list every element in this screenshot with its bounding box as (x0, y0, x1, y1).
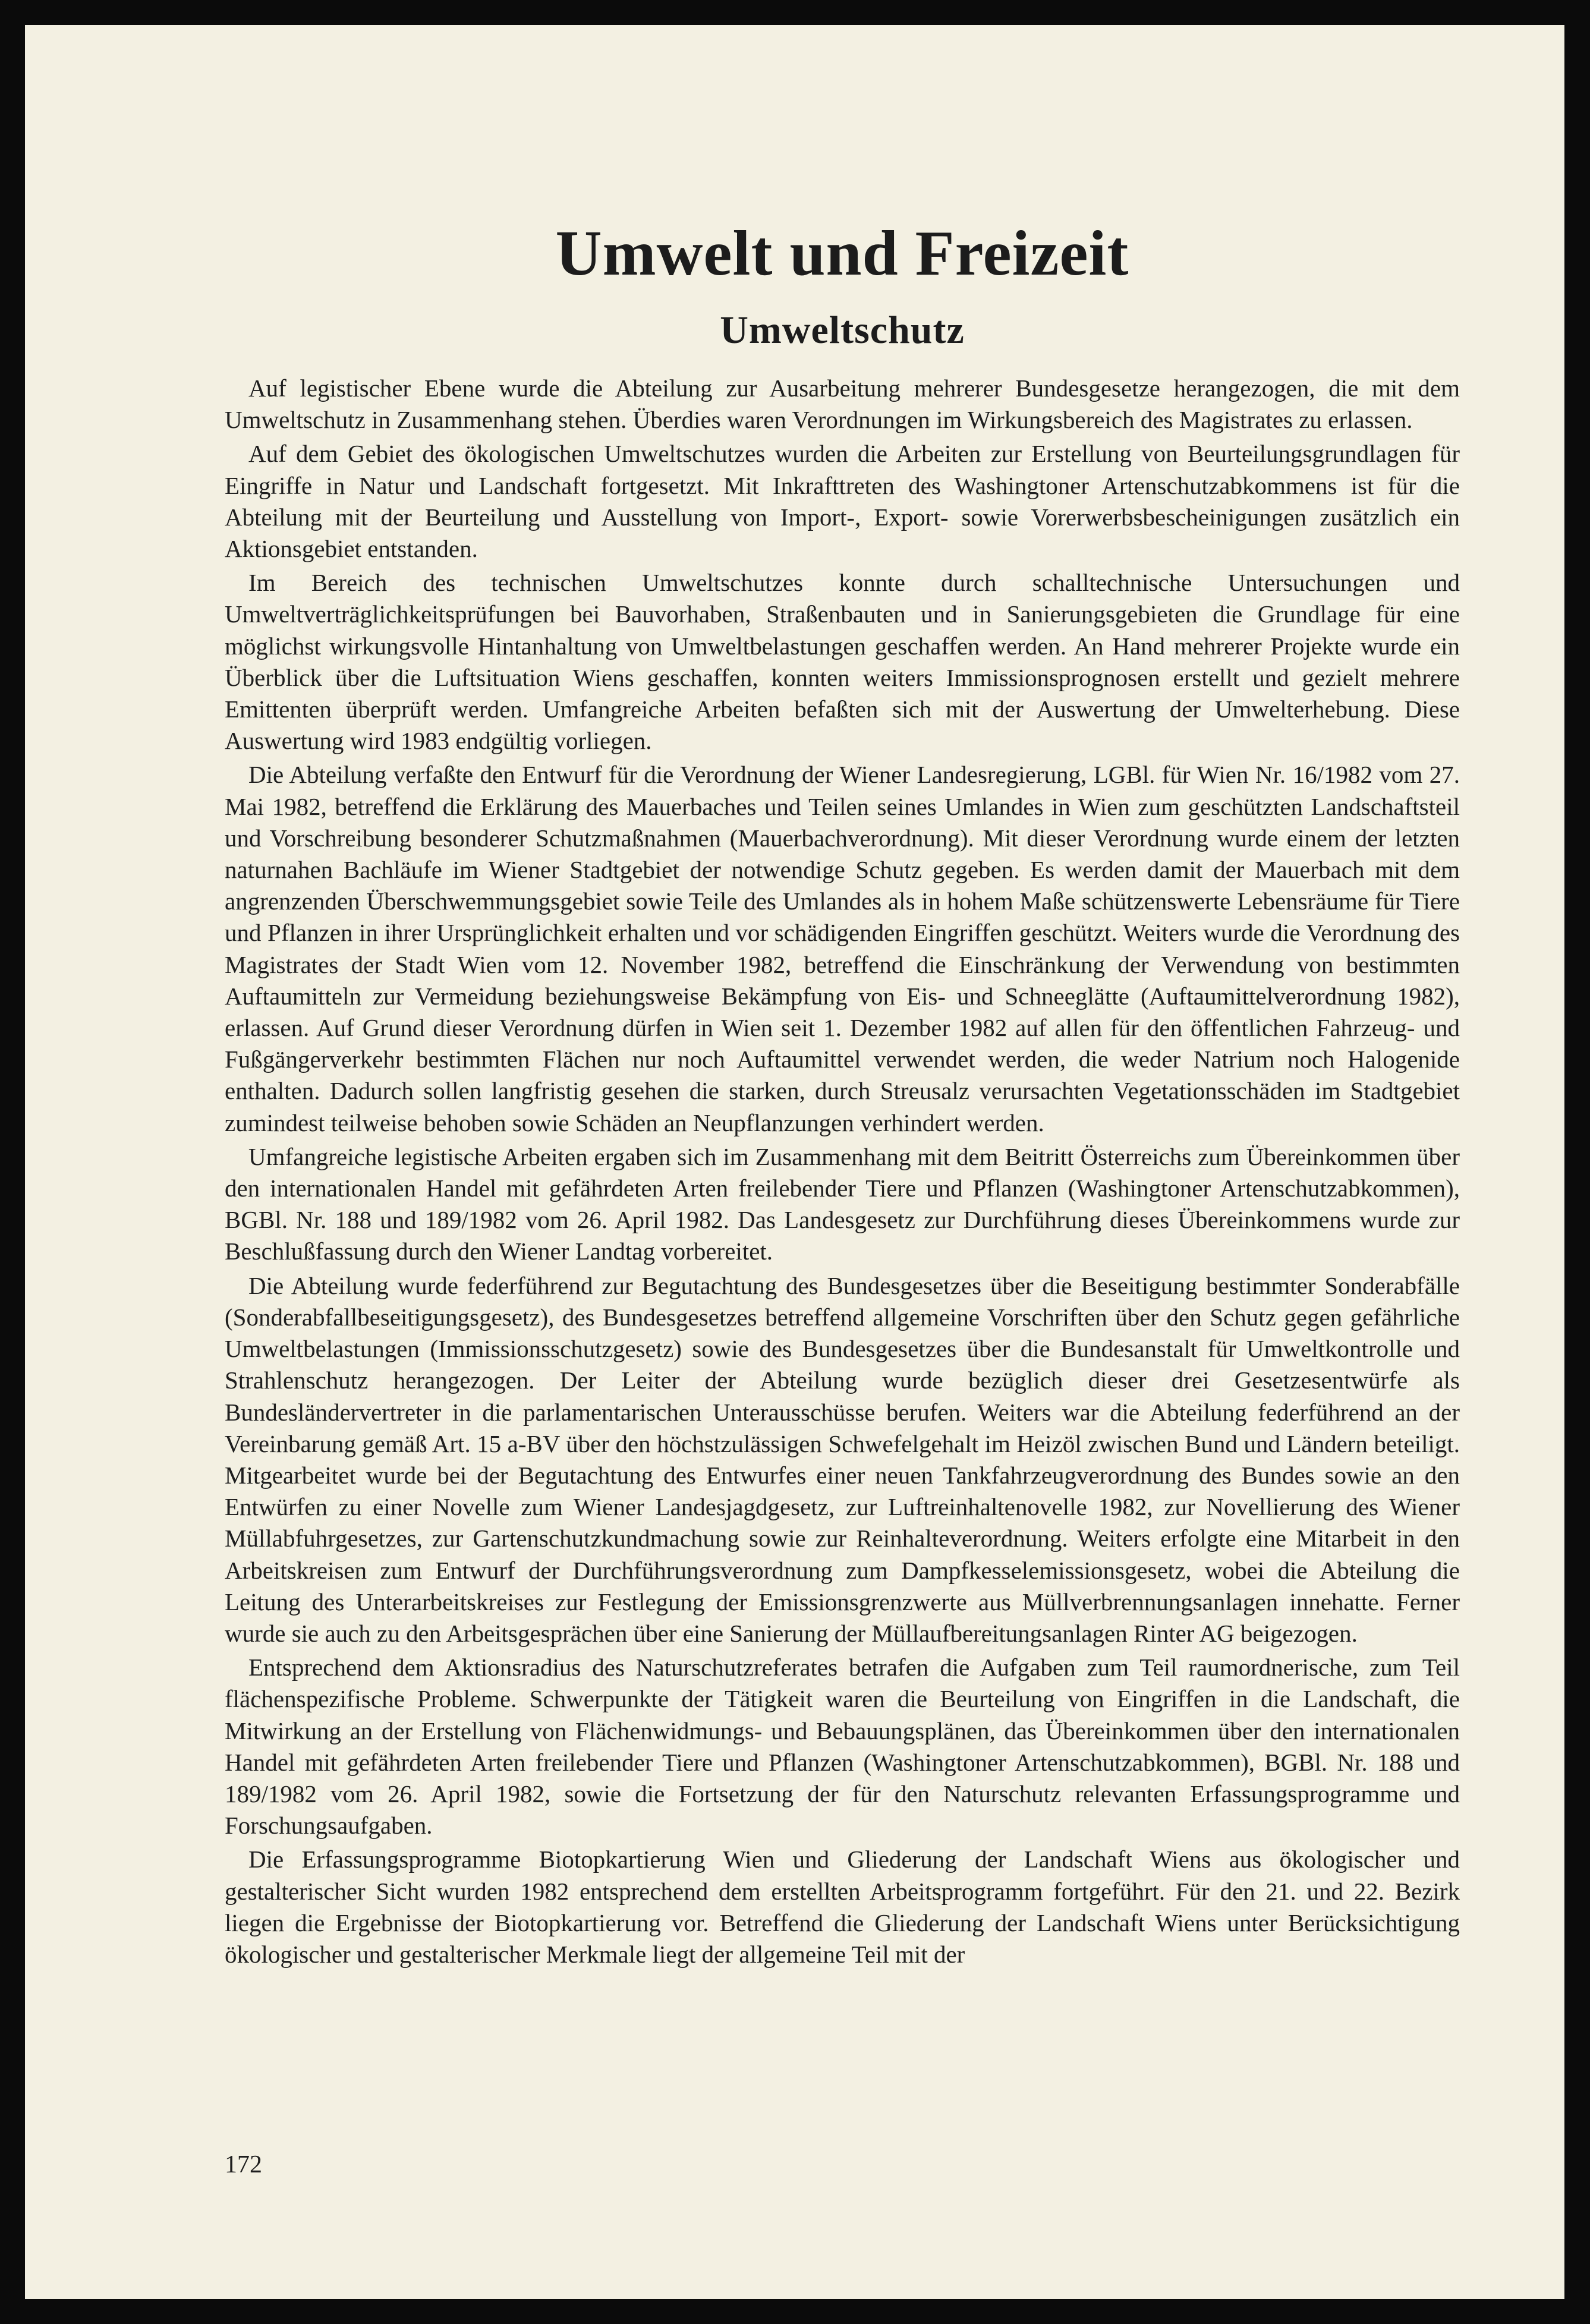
paragraph: Auf legistischer Ebene wurde die Abteilung zur Ausarbeitung mehrerer Bundesgesetze herangezogen, die mit dem Umweltschutz in Zusammenhang stehen. Überdies waren Verordnungen im Wirkungsbereich des Magistrates zu erlassen. (225, 374, 1460, 434)
paragraph: Im Bereich des technischen Umweltschutzes konnte durch schalltechnische Untersuchungen und Umweltverträglichkeitsprüfungen bei Bauvorhaben, Straßenbauten und in Sanierungsgebieten die Grundlage für eine möglichst wirkungsvolle Hintanhaltung von Umweltbelastungen geschaffen werden. An Hand mehrerer Projekte wurde ein Überblick über die Luftsituation Wiens geschaffen, konnten weiters Immissionsprognosen erstellt und gezielt mehrere Emittenten überprüft werden. Umfangreiche Arbeiten befaßten sich mit der Auswertung der Umwelterhebung. Diese Auswertung wird 1983 endgültig vorliegen. (225, 569, 1460, 755)
paragraph: Umfangreiche legistische Arbeiten ergaben sich im Zusammenhang mit dem Beitritt Österreichs zum Übereinkommen über den internationalen Handel mit gefährdeten Arten freilebender Tiere und Pflanzen (Washingtoner Artenschutzabkommen), BGBl. Nr. 188 und 189/1982 vom 26. April 1982. Das Landesgesetz zur Durchführung dieses Übereinkommens wurde zur Beschlußfassung durch den Wiener Landtag vorbereitet. (225, 1142, 1460, 1265)
paragraph: Die Erfassungsprogramme Biotopkartierung Wien und Gliederung der Landschaft Wiens aus ökologischer und gestalterischer Sicht wurden 1982 entsprechend dem erstellten Arbeitsprogramm fortgeführt. Für den 21. und 22. Bezirk liegen die Ergebnisse der Biotopkartierung vor. Betreffend die Gliederung der Landschaft Wiens unter Berücksichtigung ökologischer und gestalterischer Merkmale liegt der allgemeine Teil mit der (225, 1846, 1460, 1968)
section-title: Umweltschutz (720, 308, 965, 352)
paragraph: Die Abteilung wurde federführend zur Begutachtung des Bundesgesetzes über die Beseitigung bestimmter Sonderabfälle (Sonderabfallbeseitigungsgesetz), des Bundesgesetzes betreffend allgemeine Vorschriften über den Schutz gegen gefährliche Umweltbelastungen (Immissionsschutzgesetz) sowie des Bundesgesetzes über die Bundesanstalt für Umweltkontrolle und Strahlenschutz herangezogen. Der Leiter der Abteilung wurde bezüglich dieser drei Gesetzesentwürfe als Bundesländervertreter in die parlamentarischen Unterausschüsse berufen. Weiters war die Abteilung federführend an der Vereinbarung gemäß Art. 15 a-BV über den höchstzulässigen Schwefelgehalt im Heizöl zwischen Bund und Ländern beteiligt. Mitgearbeitet wurde bei der Begutachtung des Entwurfes einer neuen Tankfahrzeugverordnung des Bundes sowie an den Entwürfen zu einer Novelle zum Wiener Landesjagdgesetz, zur Luftreinhaltenovelle 1982, zur Novellierung des Wiener Müllabfuhrgesetzes, zur Gartenschutzkundmachung sowie zur Reinhalteverordnung. Weiters erfolgte eine Mitarbeit in den Arbeitskreisen zum Entwurf der Durchführungsverordnung zum Dampfkesselemissionsgesetz, wobei die Abteilung die Leitung des Unterarbeitskreises zur Festlegung der Emissionsgrenzwerte aus Müllverbrennungsanlagen innehatte. Ferner wurde sie auch zu den Arbeitsgesprächen über eine Sanierung der Müllaufbereitungsanlagen Rinter AG beigezogen. (225, 1271, 1460, 1647)
body-text (225, 373, 1460, 1973)
paragraph: Auf dem Gebiet des ökologischen Umweltschutzes wurden die Arbeiten zur Erstellung von Beurteilungsgrundlagen für Eingriffe in Natur und Landschaft fortgesetzt. Mit Inkrafttreten des Washingtoner Artenschutzabkommens ist für die Abteilung mit der Beurteilung und Ausstellung von Import-, Export- sowie Vorerwerbsbescheinigungen zusätzlich ein Aktionsgebiet entstanden. (225, 440, 1460, 563)
page-number: 172 (225, 2151, 262, 2178)
document-page (25, 25, 1564, 2299)
paragraph: Die Abteilung verfaßte den Entwurf für die Verordnung der Wiener Landesregierung, LGBl. für Wien Nr. 16/1982 vom 27. Mai 1982, betreffend die Erklärung des Mauerbaches und Teilen seines Umlandes in Wien zum geschützten Landschaftsteil und Vorschreibung besonderer Schutzmaßnahmen (Mauerbachverordnung). Mit dieser Verordnung wurde einem der letzten naturnahen Bachläufe im Wiener Stadtgebiet der notwendige Schutz gegeben. Es werden damit der Mauerbach mit dem angrenzenden Überschwemmungsgebiet sowie Teile des Umlandes als in hohem Maße schützenswerte Lebensräume für Tiere und Pflanzen in ihrer Ursprünglichkeit erhalten und vor schädigenden Eingriffen geschützt. Weiters wurde die Verordnung des Magistrates der Stadt Wien vom 12. November 1982, betreffend die Einschränkung der Verwendung von bestimmten Auftaumitteln zur Vermeidung beziehungsweise Bekämpfung von Eis- und Schneeglätte (Auftaumittelverordnung 1982), erlassen. Auf Grund dieser Verordnung dürfen in Wien seit 1. Dezember 1982 auf allen für den öffentlichen Fahrzeug- und Fußgängerverkehr bestimmten Flächen nur noch Auftaumittel verwendet werden, die weder Natrium noch Halogenide enthalten. Dadurch sollen langfristig gesehen die starken, durch Streusalz verursachten Vegetationsschäden im Stadtgebiet zumindest teilweise behoben sowie Schäden an Neupflanzungen verhindert werden. (225, 761, 1460, 1136)
paragraph: Entsprechend dem Aktionsradius des Naturschutzreferates betrafen die Aufgaben zum Teil raumordnerische, zum Teil flächenspezifische Probleme. Schwerpunkte der Tätigkeit waren die Beurteilung von Eingriffen in die Landschaft, die Mitwirkung an der Erstellung von Flächenwidmungs- und Bebauungsplänen, das Übereinkommen über den internationalen Handel mit gefährdeten Arten freilebender Tiere und Pflanzen (Washingtoner Artenschutzabkommen), BGBl. Nr. 188 und 189/1982 vom 26. April 1982, sowie die Fortsetzung der für den Naturschutz relevanten Erfassungsprogramme und Forschungsaufgaben. (225, 1654, 1460, 1840)
page-title: Umwelt und Freizeit (555, 218, 1129, 289)
